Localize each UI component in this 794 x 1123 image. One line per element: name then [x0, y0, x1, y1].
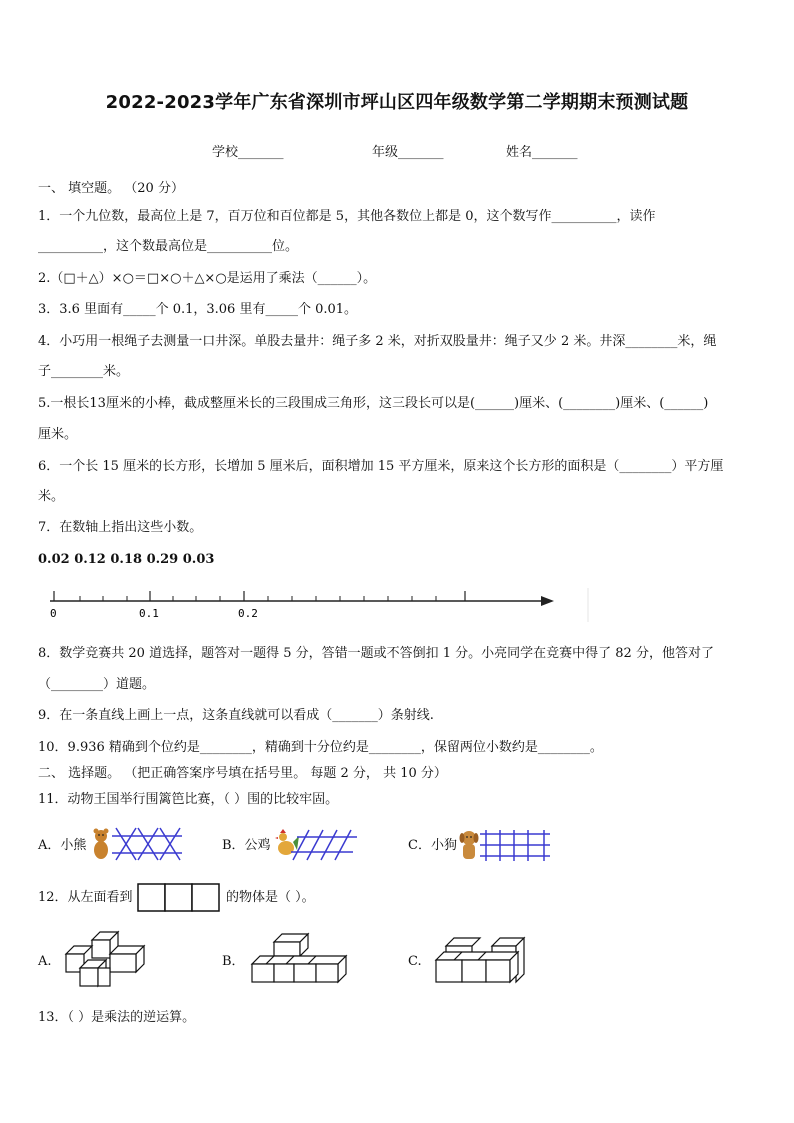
question-13: 13．（ ）是乘法的逆运算。: [38, 1010, 196, 1025]
question-12-suffix: 的物体是（ ）。: [226, 890, 315, 905]
question-4-line-1: 4．小巧用一根绳子去测量一口井深。单股去量井：绳子多 2 米，对折双股量井：绳子又少 2 米。井深________米，绳: [38, 334, 717, 349]
name-field: 姓名_______: [506, 145, 578, 160]
question-8-line-1: 8．数学竞赛共 20 道选择，题答对一题得 5 分，答错一题或不答倒扣 1 分。小亮同学在竞赛中得了 82 分，他答对了: [38, 646, 714, 661]
question-7-numbers: 0.02 0.12 0.18 0.29 0.03: [38, 552, 215, 567]
triangle-fence: [112, 828, 182, 860]
section-2-heading: 二、 选择题。 （把正确答案序号填在括号里。 每题 2 分， 共 10 分）: [38, 766, 447, 781]
number-line: [40, 582, 600, 630]
axis-label: 0: [50, 607, 57, 620]
question-6-line-1: 6．一个长 15 厘米的长方形，长增加 5 厘米后，面积增加 15 平方厘米，原来这个长方形的面积是（________）平方厘: [38, 459, 724, 474]
option-a-label-12: A.: [38, 954, 52, 969]
question-1-line-2: __________，这个数最高位是__________位。: [38, 239, 299, 254]
question-8-line-2: （________）道题。: [38, 677, 156, 692]
question-2: 2.（□＋△）×○＝□×○＋△×○是运用了乘法（______）。: [38, 271, 377, 286]
square-fence: [480, 830, 550, 861]
view-square: [192, 884, 219, 911]
question-9: 9．在一条直线上画上一点，这条直线就可以看成（_______）条射线.: [38, 708, 434, 723]
dog-fence-figure: [458, 828, 552, 866]
dog-icon: [460, 831, 479, 859]
view-square: [165, 884, 192, 911]
axis-label: 0.2: [238, 607, 258, 620]
question-1-line-1: 1．一个九位数，最高位上是 7，百万位和百位都是 5，其他各数位上都是 0，这个数写作__________，读作: [38, 209, 656, 224]
axis-label: 0.1: [139, 607, 159, 620]
option-b-label: B．公鸡: [222, 838, 271, 853]
cube-figure-c: [432, 934, 528, 994]
grade-field: 年级_______: [372, 145, 444, 160]
option-c-label-12: C.: [408, 954, 422, 969]
question-7: 7．在数轴上指出这些小数。: [38, 520, 203, 535]
question-5-line-2: 厘米。: [38, 427, 78, 442]
rooster-icon: [275, 829, 299, 855]
bear-icon: [94, 829, 109, 860]
question-12-prefix: 12．从左面看到: [38, 890, 133, 905]
question-4-line-2: 子________米。: [38, 364, 130, 379]
question-10: 10．9.936 精确到个位约是________，精确到十分位约是________，保留两位小数约是________。: [38, 740, 603, 755]
view-square: [138, 884, 165, 911]
page-title: 2022-2023学年广东省深圳市坪山区四年级数学第二学期期末预测试题: [105, 92, 689, 113]
number-line-arrow: [541, 596, 554, 606]
question-5-line-1: 5.一根长13厘米的小棒，截成整厘米长的三段围成三角形，这三段长可以是(______)厘米、(________)厘米、(______): [38, 396, 709, 411]
question-6-line-2: 米。: [38, 489, 65, 504]
option-c-label: C．小狗: [408, 838, 457, 853]
cube-figure-a: [62, 928, 148, 994]
question-11: 11．动物王国举行围篱笆比赛，（ ）围的比较牢固。: [38, 792, 339, 807]
left-view-figure: [137, 883, 223, 917]
parallelogram-fence: [291, 830, 357, 860]
option-a-label: A．小熊: [38, 838, 87, 853]
rooster-fence-figure: [275, 828, 360, 866]
option-b-label-12: B．: [222, 954, 245, 969]
bear-fence-figure: [90, 826, 184, 866]
school-field: 学校_______: [212, 145, 284, 160]
cube-figure-b: [248, 932, 350, 992]
section-1-heading: 一、 填空题。 （20 分）: [38, 181, 184, 196]
question-3: 3．3.6 里面有_____个 0.1，3.06 里有_____个 0.01。: [38, 302, 358, 317]
